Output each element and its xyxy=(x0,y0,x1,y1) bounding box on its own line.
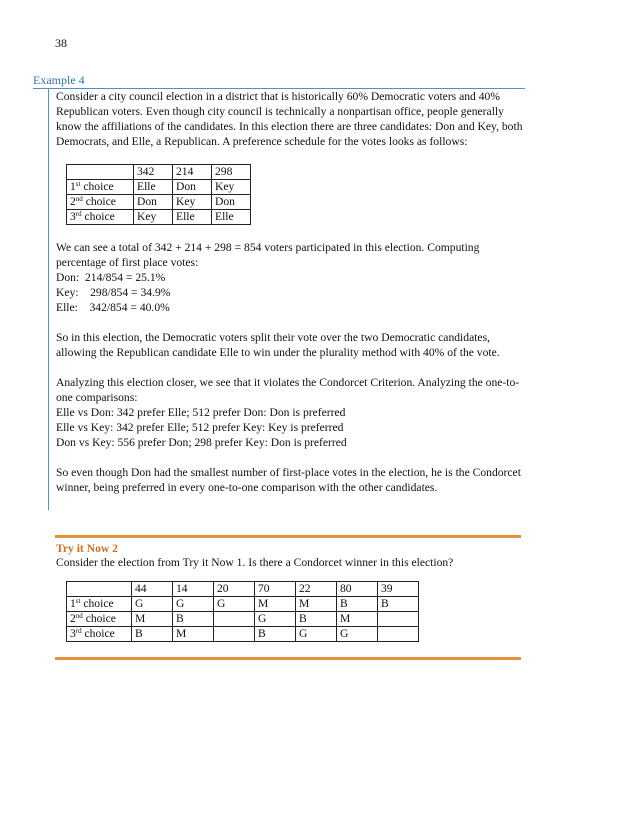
row-label: 3rd choice xyxy=(67,627,132,642)
table-cell: M xyxy=(296,597,337,612)
comparison-line: Elle vs Don: 342 prefer Elle; 512 prefer Don: Don is preferred xyxy=(56,406,346,419)
table-cell xyxy=(378,612,419,627)
table-cell: Elle xyxy=(134,180,173,195)
comparison-line: Elle vs Key: 342 prefer Elle; 512 prefer Key: Key is preferred xyxy=(56,421,344,434)
table-row xyxy=(67,180,251,195)
table-cell: B xyxy=(378,597,419,612)
table-header-cell: 214 xyxy=(173,165,212,180)
plurality-paragraph: So in this election, the Democratic voters split their vote over the two Democratic candidates, allowing the Republican candidate Elle to win under the plurality method with 40% of the vote. xyxy=(56,331,500,359)
try-it-title: Try it Now 2 xyxy=(56,542,118,555)
row-label: 3rd choice xyxy=(67,210,134,225)
page-number: 38 xyxy=(55,36,67,50)
table-cell xyxy=(378,627,419,642)
conclusion-paragraph: So even though Don had the smallest number of first-place votes in the election, he is the Condorcet winner, being preferred in every one-to-one comparison with the other candidates. xyxy=(56,466,521,494)
table-header-cell: 70 xyxy=(255,582,296,597)
table-cell xyxy=(214,612,255,627)
table-row xyxy=(67,627,419,642)
table-cell: G xyxy=(132,597,173,612)
comparison-line: Don vs Key: 556 prefer Don; 298 prefer Key: Don is preferred xyxy=(56,436,347,449)
example-body xyxy=(56,89,524,510)
table-cell: G xyxy=(255,612,296,627)
example-intro: Consider a city council election in a district that is historically 60% Democratic voters and 40% Republican voters. Even though city council is technically a nonpartisan office, people generally know the affiliations of the candidates. In this election there are three candidates: Don and Key, both Democrats, and Elle, a Republican. A preference schedule for the votes looks as follows: xyxy=(56,90,523,148)
table-cell: Elle xyxy=(212,210,251,225)
row-label: 1st choice xyxy=(67,180,134,195)
try-it-top-rule xyxy=(55,535,521,538)
table-cell xyxy=(214,627,255,642)
table-header-cell: 39 xyxy=(378,582,419,597)
table-header-cell: 22 xyxy=(296,582,337,597)
condorcet-analysis xyxy=(56,375,524,450)
condorcet-intro: Analyzing this election closer, we see that it violates the Condorcet Criterion. Analyzing the one-to-one comparisons: xyxy=(56,376,520,404)
table-cell: Elle xyxy=(173,210,212,225)
table-cell: G xyxy=(214,597,255,612)
table-cell: B xyxy=(132,627,173,642)
table-row xyxy=(67,612,419,627)
table-cell: B xyxy=(296,612,337,627)
table-row xyxy=(67,597,419,612)
table-header-cell xyxy=(67,165,134,180)
table-header-cell: 80 xyxy=(337,582,378,597)
table-cell: Key xyxy=(173,195,212,210)
percentage-line: Don: 214/854 = 25.1% xyxy=(56,271,166,284)
row-label: 2nd choice xyxy=(67,195,134,210)
table-cell: Don xyxy=(134,195,173,210)
table-header-cell: 44 xyxy=(132,582,173,597)
table-cell: B xyxy=(173,612,214,627)
table-header-cell: 342 xyxy=(134,165,173,180)
table-cell: Key xyxy=(134,210,173,225)
table-cell: M xyxy=(173,627,214,642)
table-cell: Don xyxy=(212,195,251,210)
table-header-cell: 14 xyxy=(173,582,214,597)
row-label: 1st choice xyxy=(67,597,132,612)
table-header-row xyxy=(67,165,251,180)
table-header-cell: 298 xyxy=(212,165,251,180)
table-header-row xyxy=(67,582,419,597)
try-it-preference-table xyxy=(66,581,419,642)
table-row xyxy=(67,210,251,225)
totals-text: We can see a total of 342 + 214 + 298 = 854 voters participated in this election. Computing percentage of first place votes: xyxy=(56,241,480,269)
example-label: Example 4 xyxy=(33,73,85,87)
preference-schedule-table xyxy=(66,164,251,225)
table-cell: M xyxy=(255,597,296,612)
table-cell: G xyxy=(296,627,337,642)
percentage-line: Key: 298/854 = 34.9% xyxy=(56,286,171,299)
table-cell: B xyxy=(255,627,296,642)
row-label: 2nd choice xyxy=(67,612,132,627)
vote-totals xyxy=(56,240,524,315)
table-cell: G xyxy=(337,627,378,642)
table-cell: B xyxy=(337,597,378,612)
table-cell: Don xyxy=(173,180,212,195)
try-it-bottom-rule xyxy=(55,657,521,660)
table-header-cell xyxy=(67,582,132,597)
table-cell: M xyxy=(132,612,173,627)
try-it-question: Consider the election from Try it Now 1. Is there a Condorcet winner in this election? xyxy=(56,556,454,569)
example-side-rule xyxy=(48,88,49,510)
table-cell: M xyxy=(337,612,378,627)
table-cell: Key xyxy=(212,180,251,195)
table-cell: G xyxy=(173,597,214,612)
percentage-line: Elle: 342/854 = 40.0% xyxy=(56,301,170,314)
table-header-cell: 20 xyxy=(214,582,255,597)
table-row xyxy=(67,195,251,210)
